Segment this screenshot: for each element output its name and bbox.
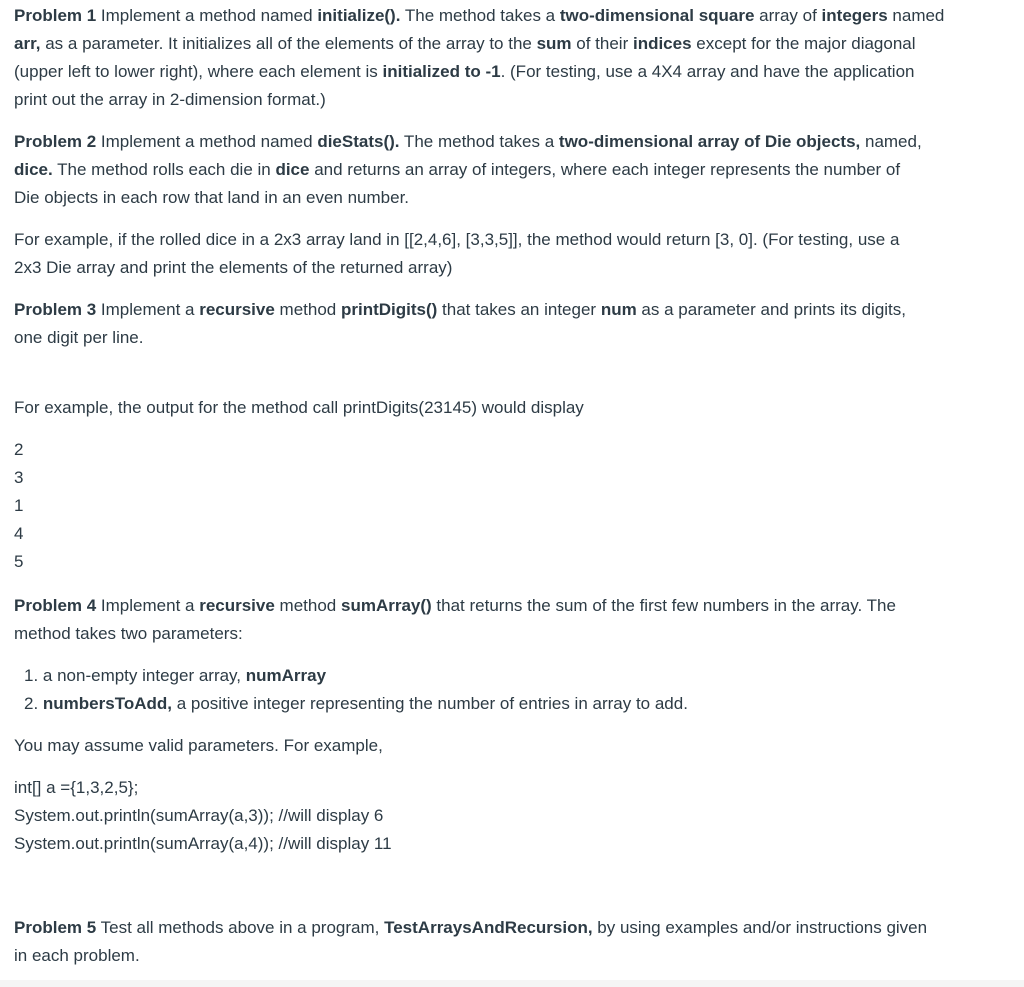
text: as a parameter. It initializes all of the elements of the array to the [40, 34, 537, 53]
list-number: 2. [24, 694, 43, 713]
text: method [274, 300, 341, 319]
method-name: sumArray() [340, 596, 432, 615]
problem-1-line-2 [14, 30, 916, 58]
parameter-list-item-2 [24, 690, 688, 718]
problem-4-heading: Problem 4 [14, 596, 97, 615]
text: array of [754, 6, 822, 25]
text: . (For testing, use a 4X4 array and have the application [500, 62, 915, 81]
bold-text: recursive [199, 300, 275, 319]
text: named, [860, 132, 922, 151]
text: (upper left to lower right), where each element is [14, 62, 383, 81]
text: and returns an array of integers, where each integer represents the number of [309, 160, 901, 179]
text: that takes an integer [437, 300, 601, 319]
problem-1-heading: Problem 1 [14, 6, 97, 25]
bold-text: numArray [245, 666, 327, 685]
problem-3-heading: Problem 3 [14, 300, 97, 319]
problem-2-line-2 [14, 156, 900, 184]
problem-3-example: For example, the output for the method call printDigits(23145) would display [14, 398, 584, 417]
text: The method takes a [400, 6, 560, 25]
code-line-1: int[] a ={1,3,2,5}; [14, 778, 139, 797]
code-line-2: System.out.println(sumArray(a,3)); //will display 6 [14, 806, 384, 825]
bold-text: indices [632, 34, 692, 53]
bold-text: arr, [14, 34, 41, 53]
text: by using examples and/or instructions given [592, 918, 928, 937]
problem-5-heading: Problem 5 [14, 918, 97, 937]
text: a positive integer representing the number of entries in array to add. [171, 694, 688, 713]
list-number: 1. [24, 666, 43, 685]
bold-text: integers [821, 6, 888, 25]
text: as a parameter and prints its digits, [636, 300, 906, 319]
text: method [274, 596, 341, 615]
parameter-list-item-1 [24, 662, 326, 690]
problem-2-line-3: Die objects in each row that land in an even number. [14, 188, 410, 207]
text: of their [571, 34, 633, 53]
code-line-3: System.out.println(sumArray(a,4)); //will display 11 [14, 834, 392, 853]
problem-4-line-1 [14, 592, 896, 620]
text: Implement a [96, 300, 200, 319]
problem-3-line-1 [14, 296, 906, 324]
text: a non-empty integer array, [42, 666, 246, 685]
output-digit: 2 [14, 440, 24, 459]
output-digit: 3 [14, 468, 24, 487]
text: Test all methods above in a program, [96, 918, 385, 937]
problem-2-example-line-1: For example, if the rolled dice in a 2x3 array land in [[2,4,6], [3,3,5]], the method would return [3, 0]. (For testing, use a [14, 230, 900, 249]
bold-text: initialized to -1 [382, 62, 501, 81]
problem-1-line-3 [14, 58, 915, 86]
text: Implement a [96, 596, 200, 615]
text: except for the major diagonal [691, 34, 916, 53]
problem-1-line-1 [14, 2, 944, 30]
bold-text: two-dimensional array of Die objects, [558, 132, 861, 151]
problem-5-line-1 [14, 914, 927, 942]
text: The method rolls each die in [52, 160, 276, 179]
text: named [887, 6, 945, 25]
bold-text: dice [275, 160, 310, 179]
method-name: printDigits() [340, 300, 438, 319]
method-name: initialize(). [317, 6, 401, 25]
text: Implement a method named [96, 6, 318, 25]
problem-1-line-4: print out the array in 2-dimension format.) [14, 90, 326, 109]
problem-4-line-2: method takes two parameters: [14, 624, 243, 643]
text: The method takes a [399, 132, 559, 151]
bold-text: dice. [14, 160, 53, 179]
problem-4-assume: You may assume valid parameters. For example, [14, 736, 383, 755]
bottom-divider [0, 980, 1024, 987]
problem-3-line-2: one digit per line. [14, 328, 144, 347]
bold-text: sum [536, 34, 572, 53]
problem-2-heading: Problem 2 [14, 132, 97, 151]
problem-2-line-1 [14, 128, 922, 156]
bold-text: TestArraysAndRecursion, [384, 918, 593, 937]
bold-text: two-dimensional square [559, 6, 755, 25]
problem-2-example-line-2: 2x3 Die array and print the elements of the returned array) [14, 258, 453, 277]
text: Implement a method named [96, 132, 318, 151]
method-name: dieStats(). [317, 132, 400, 151]
output-digit: 5 [14, 552, 24, 571]
output-digit: 4 [14, 524, 24, 543]
bold-text: num [600, 300, 637, 319]
bold-text: numbersToAdd, [42, 694, 172, 713]
bold-text: recursive [199, 596, 275, 615]
text: that returns the sum of the first few numbers in the array. The [431, 596, 896, 615]
output-digit: 1 [14, 496, 24, 515]
problem-5-line-2: in each problem. [14, 946, 140, 965]
